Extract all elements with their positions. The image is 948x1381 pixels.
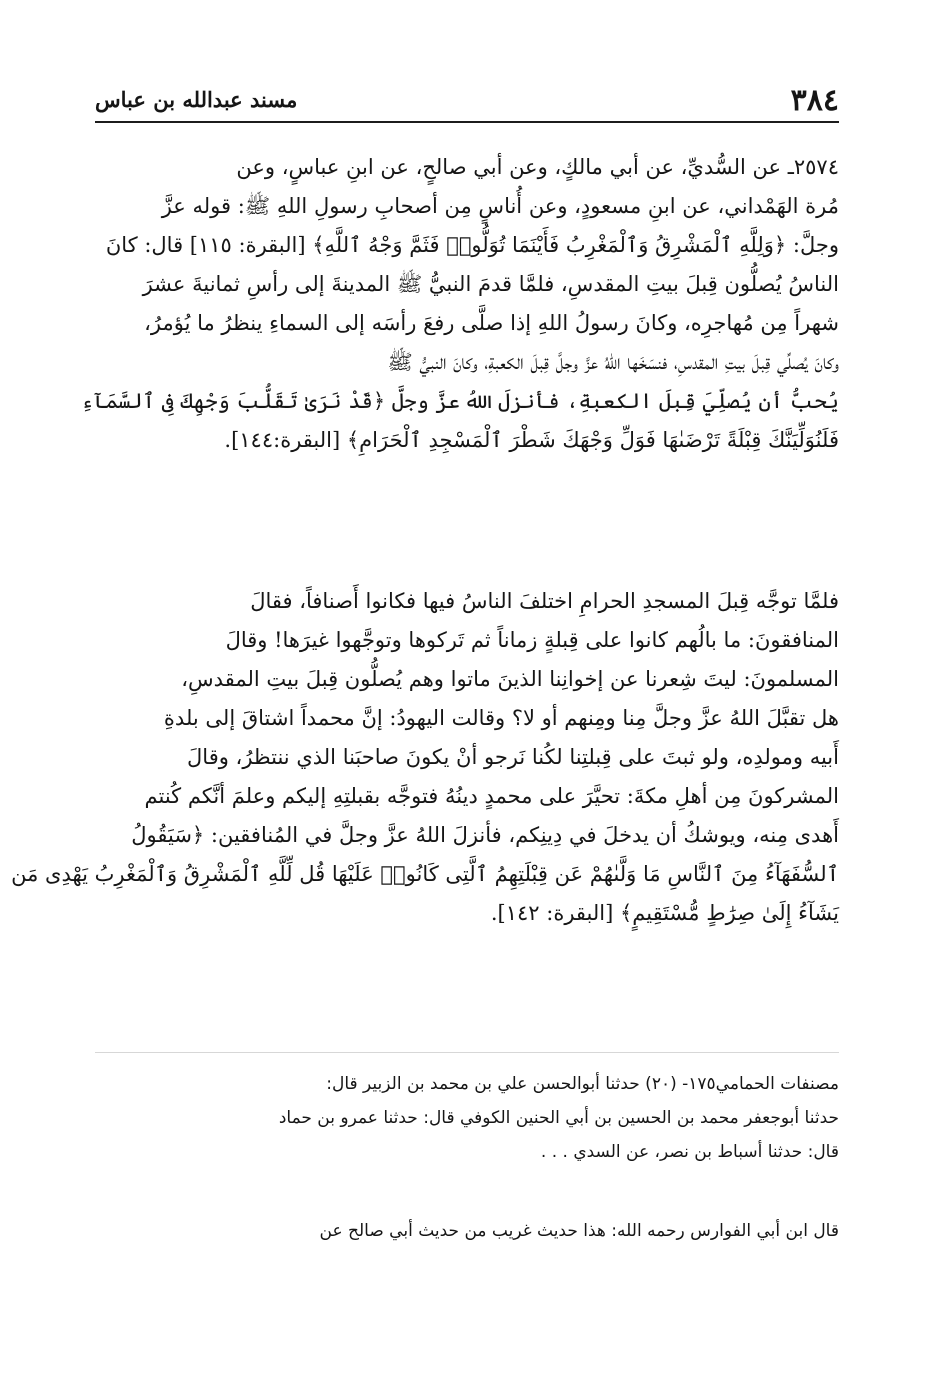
commentary-line: المشركونَ مِن أهلِ مكةَ: تحيَّرَ على محمدٍ دينُهُ فتوجَّه بقبلتِهِ إليكم وعلمَ أنَّكم كُنتم xyxy=(144,784,839,808)
hadith-line: ٢٥٧٤ـ عن السُّديِّ، عن أبي مالكٍ، وعن أبي صالحٍ، عن ابنِ عباسٍ، وعن xyxy=(236,155,839,179)
hadith-line: فَلَنُوَلِّيَنَّكَ قِبْلَةً تَرْضَىٰهَا فَوَلِّ وَجْهَكَ شَطْرَ ٱلْمَسْجِدِ ٱلْحَرَامِ﴾ [البقرة:١٤٤]. xyxy=(224,428,839,452)
commentary-line: يَشَآءُ إِلَىٰ صِرَٰطٍ مُّسْتَقِيمٍ﴾ [البقرة: ١٤٢]. xyxy=(490,901,839,925)
page-number: ٣٨٤ xyxy=(790,83,839,118)
hadith-line: شهراً مِن مُهاجرِه، وكانَ رسولُ اللهِ إذا صلَّى رفعَ رأسَه إلى السماءِ ينظرُ ما يُؤمرُ، xyxy=(144,311,839,335)
commentary-line: المنافقونَ: ما بالُهم كانوا على قِبلةٍ زماناً ثم تَركوها وتوجَّهوا غيرَها! وقالَ xyxy=(225,628,839,652)
hadith-line: يُحبُّ أن يُصلِّيَ قِبلَ الكعبةِ، فأنزلَ اللهُ عزَّ وجلَّ ﴿قَدْ نَرَىٰ تَقَلُّبَ وَجْهِكَ فِى ٱلسَّمَآءِ xyxy=(81,389,839,413)
footnote-line: قال ابن أبي الفوارس رحمه الله: هذا حديث غريب من حديث أبي صالح عن xyxy=(319,1221,839,1241)
commentary-line: هل تقبَّلَ اللهُ عزَّ وجلَّ مِنا ومِنهم أو لا؟ وقالت اليهودُ: إنَّ محمداً اشتاقَ إلى بلدةِ xyxy=(163,706,839,730)
footnote-separator xyxy=(95,1052,839,1053)
commentary-line: المسلمونَ: ليتَ شِعرنا عن إخوانِنا الذينَ ماتوا وهم يُصلُّون قِبلَ بيتِ المقدسِ، xyxy=(181,667,839,691)
hadith-line: وجلَّ: ﴿وَلِلَّهِ ٱلْمَشْرِقُ وَٱلْمَغْرِبُ فَأَيْنَمَا تُوَلُّوا۟ فَثَمَّ وَجْهُ ٱللَّهِ﴾ [البقرة: ١١٥] قال: كانَ xyxy=(105,233,839,257)
footnote-line: مصنفات الحمامي١٧٥- (٢٠) حدثنا أبوالحسن علي بن محمد بن الزبير قال: xyxy=(326,1074,839,1094)
commentary-paragraph xyxy=(11,582,839,933)
header-rule xyxy=(95,121,839,123)
footnote-line: قال: حدثنا أسباط بن نصر، عن السدي . . . xyxy=(540,1142,839,1162)
footnote-source xyxy=(95,1067,839,1169)
footnote-line: حدثنا أبوجعفر محمد بن الحسين بن أبي الحنين الكوفي قال: حدثنا عمرو بن حماد xyxy=(278,1108,839,1128)
footnote-remark xyxy=(95,1214,839,1248)
page-header xyxy=(95,80,839,122)
hadith-line: وكانَ يُصلِّي قِبلَ بيتِ المقدسِ، فنسَخَها اللهُ عزَّ وجلَّ قِبلَ الكعبةِ، وكانَ النبيُّ ﷺ xyxy=(387,350,839,374)
commentary-line: أَهدى مِنه، ويوشكُ أن يدخلَ في دِينِكم، فأنزلَ اللهُ عزَّ وجلَّ في المُنافقين: ﴿سَيَقُولُ xyxy=(131,823,839,847)
commentary-line: ٱلسُّفَهَآءُ مِنَ ٱلنَّاسِ مَا وَلَّىٰهُمْ عَن قِبْلَتِهِمُ ٱلَّتِى كَانُوا۟ عَلَيْهَا قُل لِّلَّهِ ٱلْمَشْرِقُ وَٱلْمَغْرِبُ يَهْدِى مَن xyxy=(11,862,839,886)
running-title: مسند عبدالله بن عباس xyxy=(95,87,298,112)
hadith-paragraph xyxy=(81,148,839,460)
hadith-line: مُرة الهَمْداني، عن ابنِ مسعودٍ، وعن أُناسٍ مِن أصحابِ رسولِ اللهِ ﷺ: قوله عزَّ xyxy=(161,194,839,218)
commentary-line: فلمَّا توجَّه قِبلَ المسجدِ الحرامِ اختلفَ الناسُ فيها فكانوا أَصنافاً، فقالَ xyxy=(250,589,839,613)
hadith-line: الناسُ يُصلُّون قِبلَ بيتِ المقدسِ، فلمَّا قدمَ النبيُّ ﷺ المدينةَ إلى رأسِ ثمانيةَ عشرَ xyxy=(142,272,839,296)
commentary-line: أَبيه ومولدِه، ولو ثبتَ على قِبلتِنا لكُنا نَرجو أنْ يكونَ صاحبَنا الذي ننتظرُ، وقالَ xyxy=(187,745,839,769)
